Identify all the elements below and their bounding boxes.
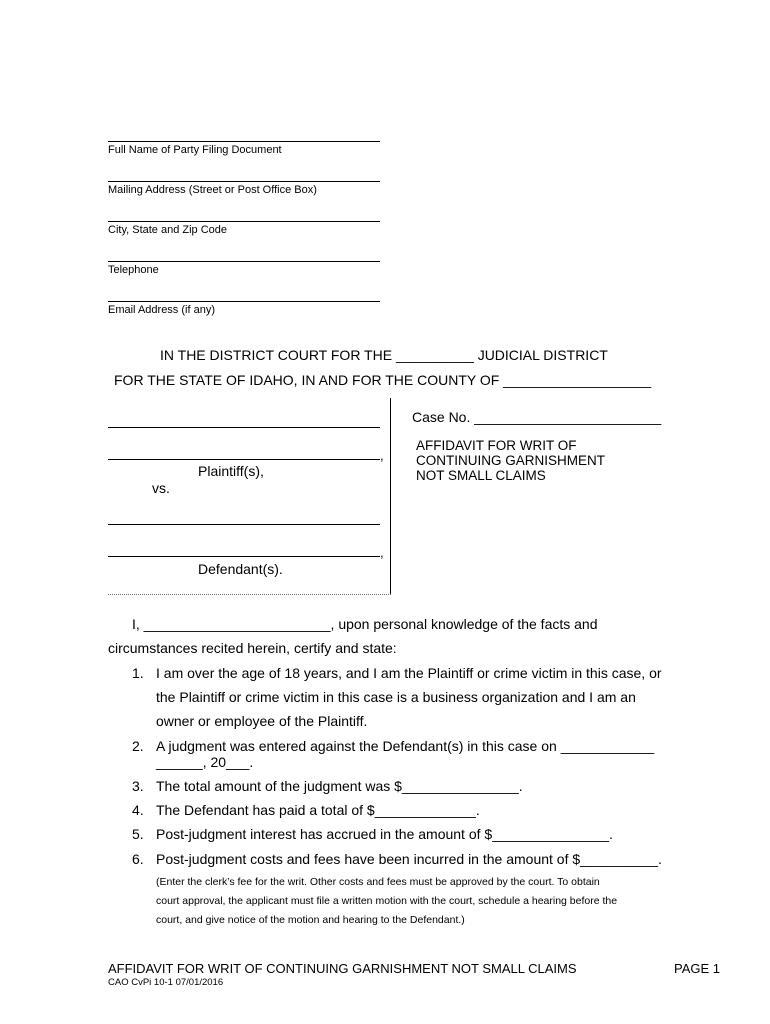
telephone-line[interactable]: [108, 261, 380, 262]
note-line3: court, and give notice of the motion and hearing to the Defendant.): [156, 914, 465, 926]
item-5-line1: Post-judgment interest has accrued in the amount of $_______________.: [156, 826, 613, 842]
city-state-zip-line[interactable]: [108, 221, 380, 222]
item-3-line1: The total amount of the judgment was $_______________.: [156, 778, 523, 794]
item-2-line1: A judgment was entered against the Defendant(s) in this case on ____________: [156, 738, 655, 754]
plaintiff-name-line-2[interactable]: [108, 459, 380, 460]
defendant-name-line-1[interactable]: [108, 524, 380, 525]
plaintiff-name-line-1[interactable]: [108, 427, 380, 428]
item-4-line1: The Defendant has paid a total of $_____________.: [156, 802, 480, 818]
plaintiff-comma: ,: [380, 448, 384, 463]
document-title-line2: CONTINUING GARNISHMENT: [416, 453, 605, 468]
vs-label: vs.: [152, 480, 170, 496]
telephone-label: Telephone: [108, 264, 159, 276]
item-3-number: 3.: [132, 778, 144, 794]
caption-divider-vertical: [390, 398, 391, 594]
item-1-line2: the Plaintiff or crime victim in this case is a business organization and I am an: [156, 689, 636, 705]
item-4-number: 4.: [132, 802, 144, 818]
document-title-line1: AFFIDAVIT FOR WRIT OF: [416, 438, 577, 453]
item-6-number: 6.: [132, 851, 144, 867]
court-heading-line2: FOR THE STATE OF IDAHO, IN AND FOR THE COUNTY OF ___________________: [114, 372, 652, 388]
mailing-address-line[interactable]: [108, 181, 380, 182]
intro-line1: I, ________________________, upon personal knowledge of the facts and: [132, 616, 598, 632]
note-line2: court approval, the applicant must file a written motion with the court, schedule a hearing before the: [156, 895, 618, 907]
item-2-number: 2.: [132, 738, 144, 754]
city-state-zip-label: City, State and Zip Code: [108, 224, 228, 236]
document-title: [416, 438, 605, 483]
item-1-line3: owner or employee of the Plaintiff.: [156, 713, 368, 729]
email-line[interactable]: [108, 301, 380, 302]
caption-divider-horizontal: [108, 594, 391, 595]
item-1-line1: I am over the age of 18 years, and I am the Plaintiff or crime victim in this case, or: [156, 665, 662, 681]
defendant-comma: ,: [380, 545, 384, 560]
item-6-line1: Post-judgment costs and fees have been incurred in the amount of $__________.: [156, 851, 662, 867]
item-5-number: 5.: [132, 826, 144, 842]
footer-form-code: CAO CvPi 10-1 07/01/2016: [108, 977, 224, 988]
full-name-line[interactable]: [108, 141, 380, 142]
document-title-line3: NOT SMALL CLAIMS: [416, 468, 546, 483]
note-line1: (Enter the clerk’s fee for the writ. Other costs and fees must be approved by the court. To obtain: [156, 876, 600, 888]
mailing-address-label: Mailing Address (Street or Post Office Box): [108, 184, 317, 196]
full-name-label: Full Name of Party Filing Document: [108, 144, 282, 156]
footer-title: AFFIDAVIT FOR WRIT OF CONTINUING GARNISHMENT NOT SMALL CLAIMS: [108, 961, 577, 976]
item-1-number: 1.: [132, 665, 144, 681]
defendant-name-line-2[interactable]: [108, 556, 380, 557]
plaintiff-label: Plaintiff(s),: [198, 463, 264, 479]
email-label: Email Address (if any): [108, 304, 215, 316]
court-heading-line1: IN THE DISTRICT COURT FOR THE __________ JUDICIAL DISTRICT: [160, 347, 608, 363]
defendant-label: Defendant(s).: [198, 561, 283, 577]
intro-line2: circumstances recited herein, certify and state:: [108, 640, 397, 656]
item-2-line2: ______, 20___.: [156, 754, 254, 770]
case-number[interactable]: Case No. ________________________: [412, 409, 662, 425]
footer-page-number: PAGE 1: [674, 961, 721, 976]
